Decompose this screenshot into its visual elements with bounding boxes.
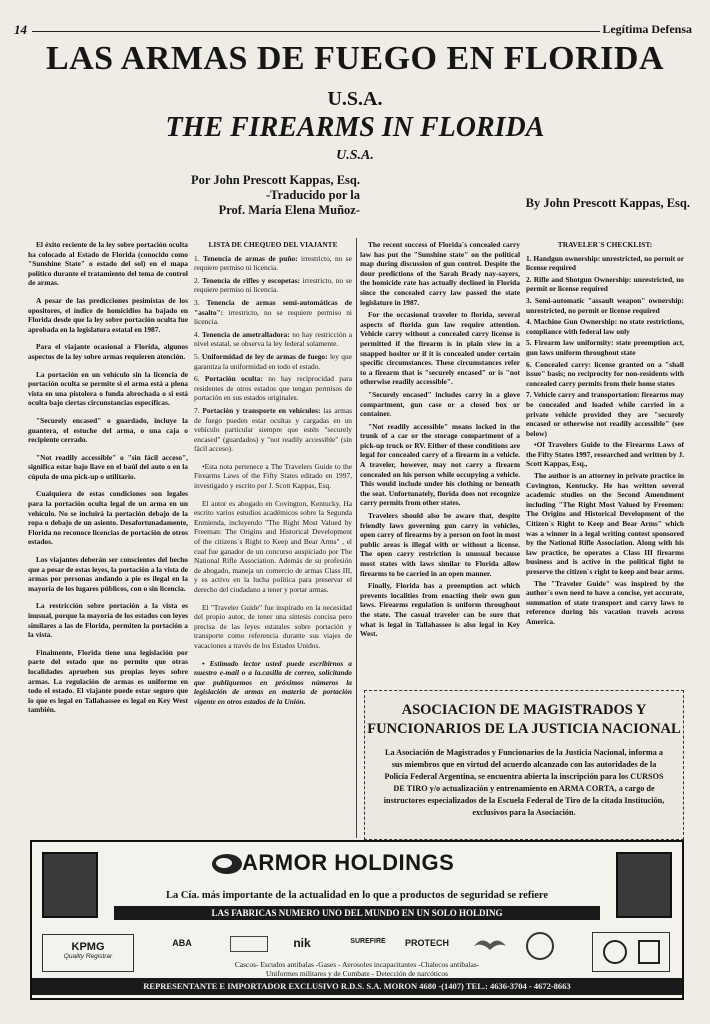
paragraph: For the occasional traveler to florida, several aspects of florida gun law require attention. Vehicle carry without a concealed carry license is permitted if the firearm is in plain view in a snapped hoslter or if it is concealed under certain specific circumstances. These circumstances refer to a firearm that is "securely encased" or is "not otherwise readily accessible". xyxy=(360,310,520,387)
paragraph: La restricción sobre portación a la vista es inusual, porque la mayoría de los estados con leyes similares a las de Florida, permiten la portación a la vista. xyxy=(28,601,188,640)
byline-english: By John Prescott Kappas, Esq. xyxy=(525,196,690,210)
checklist-item: 3. Tenencia de armas semi-automáticas de "asalto": irrestricto, no se requiere permiso ni licencia. xyxy=(194,297,352,327)
association-notice-box xyxy=(364,690,684,840)
ad-banner: LAS FABRICAS NUMERO UNO DEL MUNDO EN UN SOLO HOLDING xyxy=(114,906,600,920)
header-rule xyxy=(32,31,600,32)
byline-spanish xyxy=(160,173,360,218)
officer-photo-right xyxy=(616,852,672,918)
page-number: 14 xyxy=(14,22,27,37)
paragraph: "Securely encased" o guardado, incluye la guantera, el estuche del arma, o una caja o recipiente cerrado. xyxy=(28,415,188,445)
ad-products-line: Cascos- Escudos antibalas -Gases - Aerosoles incapacitantes -Chalecos antibalas- xyxy=(234,960,480,969)
author-bio: The author is an attorney in private practice in Covington, Kentucky. He has written several academic studies on the Second Amendment including "The Right Most Valued by Freemen: The Origins and Historical Development of the Citizen´s Right to Keep and Bear Arms" which was a winner in a legal writing contest sponsored by the National Rifle Association. Along with his law practice, he operates a Class III firearms business and is active in the political fight to preserve the citizen´s right to keep and bear arms. xyxy=(526,471,684,576)
checklist-item: 2. Rifle and Shotgun Ownership: unrestricted, no permit or license required xyxy=(526,274,684,294)
guide-note: El "Traveler Guide" fue inspirado en la necesidad del propio autor, de tener una síntesis concisa pero precisa de las leyes estatales sobre portación y transporte como referencia durante sus viajes de vacaciones a través de los Estados Unidos. xyxy=(194,602,352,650)
paragraph: Finally, Florida has a preemption act which prevents localities from enacting their own gun laws. Firearms regulation is uniform throughout the state. The casual traveler can be sure that what is legal in Tallahassee is also legal in Key West. xyxy=(360,581,520,639)
paragraph: The recent success of Florida´s concealed carry law has put the "Sunshine state" on the political map during discussion of gun control. Despite the dour predictions of the Sarah Brady nay-sayers, the homicide rate has actually declined in Florida since the concealed carry law passed the state legislature in 1987. xyxy=(360,240,520,307)
checklist-item: 7. Vehicle carry and transportation: firearms may be concealed and loaded while carried in a private vehicle provided they are "securely encased or otherwise not readily accessible" (see below) xyxy=(526,390,684,438)
checklist-item: 3. Semi-automatic "assault weapon" ownership: unrestricted, no permit or license required xyxy=(526,295,684,315)
paragraph: Travelers should also be aware that, despite friendly laws governing gun carry in vehicles, open carry of firearms by a person on foot in most public areas is illegal with or without a license. The open carry restriction is unusual because most states with laws similar to Florida allow firearms to be carried in an open manner. xyxy=(360,511,520,578)
subtitle-es: U.S.A. xyxy=(327,88,383,110)
paragraph: Los viajantes deberán ser conscientes del hecho que a pesar de estas leyes, la portación a la vista de armas por personas andando a pie es ilegal en la mayoría de los lugares públicos, con o sin licencia. xyxy=(28,555,188,593)
article-column-2 xyxy=(194,240,352,840)
eagle-emblem-icon xyxy=(472,934,508,954)
ad-footer-contact: REPRESENTANTE E IMPORTADOR EXCLUSIVO R.D.S. S.A. MORON 4680 -(1407) TEL.: 4636-3704 - 4672-8663 xyxy=(32,978,682,995)
checklist-item: 1. Tenencia de armas de puño: irrestricto, no se requiere permiso ni licencia. xyxy=(194,253,352,273)
checklist-heading: TRAVELER´S CHECKLIST: xyxy=(557,240,653,249)
paragraph: "Not readily accessible" means locked in the trunk of a car or the storage compartment of a pick-up truck or RV. Either of these conditions are legal for concealed carry of a firearm in a vehicle. A traveler, however, may not carry a firearm concealed on his person while occupying a vehicle. This would include under his clothing or beneath the seat. Unfortunately, florida does not recognize carry permits from other states. xyxy=(360,421,520,508)
paragraph: Finalmente, Florida tiene una legislación por parte del estado que no permite que otras localidades aprueben sus propias leyes sobre armas. La regulación de armas es uniforme en todo el estado. El viajante puede estar seguro que lo que es legal en Tallahassee es legal en Key West también. xyxy=(28,647,188,715)
paragraph: Cualquiera de estas condiciones son legales para la portación oculta legal de un arma en un vehículo. No se incluirá la portación debajo de la ropa o debajo de un asiento. Desafortunadamente, Florida no reconoce licencias de portación de otros estados. xyxy=(28,489,188,547)
ad-tagline: La Cía. más importante de la actualidad en lo que a productos de seguridad se refiere xyxy=(165,890,549,901)
paragraph: La portación en un vehículo sin la licencia de portación oculta se permite si el arma está a plena vista en una pistolera o funda abrochada o si está oculta bajo ciertas circunstancias específicas. xyxy=(28,369,188,408)
byline-line: Por John Prescott Kappas, Esq. xyxy=(190,173,360,187)
source-note: •Esta nota pertenece a The Travelers Guide to the Firearms Laws of the Fifty States editado en 1997, investigado y escrito por J. Scott Kappas, Esq. xyxy=(194,461,352,491)
nik-logo: nik xyxy=(293,936,311,950)
paragraph: "Not readily accessible" o "sin fácil acceso", significa estar bajo llave en el baúl del auto o en la cúpula de una pick-up o utilitario. xyxy=(28,452,188,481)
ad-brand-name: ARMOR HOLDINGS xyxy=(242,850,455,875)
surefire-logo: SUREFIRE xyxy=(350,938,386,945)
globe-logo-icon xyxy=(210,852,244,876)
article-column-3 xyxy=(360,240,520,710)
article-column-1 xyxy=(28,240,188,840)
article-column-4 xyxy=(526,240,684,710)
checklist-item: 6. Concealed carry: license granted on a "shall issue" basis; no reciprocity for non-residents with concealed carry permits from their home states xyxy=(526,359,684,388)
author-bio: El autor es abogado en Covington, Kentucky. Ha escrito varios estudios académicos sobre la Segunda Enmienda, incluyendo "The Right Most Valued by Freeman: The Origins and Historical Development of the citizens´s Right to Keep and Bear Arms" , el cual fue ganador de un concurso auspiciado por The National Rifle Association. Además de su profesión de abogado, maneja un comercio de armas Class III, y es activo en la lucha política para preservar el derecho del ciudadano a tener y portar armas. xyxy=(194,498,352,594)
checklist-item: 2. Tenencia de rifles y escopetas: irrestricto, no se requiere permiso ni licencia. xyxy=(194,275,352,295)
checklist-item: 7. Portación y transporte en vehículos: las armas de fuego pueden estar ocultas y cargadas en un vehículo particular siempre que estén "securely encased" (guardados) y "not readily accessible" (sin fácil acceso). xyxy=(194,405,352,454)
armor-holdings-advertisement xyxy=(30,840,684,1000)
association-title: ASOCIACION DE MAGISTRADOS Y FUNCIONARIOS DE LA JUSTICIA NACIONAL xyxy=(367,702,681,737)
paragraph: El éxito reciente de la ley sobre portación oculta ha colocado al Estado de Florida (conocido como "Sunshine State" o estado del sol) en el mapa político durante el tratamiento del tema de control de armas. xyxy=(28,240,188,288)
byline-line: Prof. María Elena Muñoz- xyxy=(218,203,360,217)
column-divider xyxy=(356,238,357,838)
ad-products-line: Uniformes militares y de Combate - Detección de narcóticos xyxy=(265,969,449,978)
title-en: THE FIREARMS IN FLORIDA xyxy=(165,112,545,143)
checklist-heading: LISTA DE CHEQUEO DEL VIAJANTE xyxy=(208,240,338,249)
source-note: •Of Travelers Guide to the Firearms Laws of the Fifty States 1997, researched and written by J. Scott Kappas, Esq., xyxy=(526,440,684,469)
reader-note: • Estimado lector usted puede escribirnos a nuestro e-mail o a la.casilla de correo, solicitando que publiquemos en próximos números la legislación de armas en materia de portación vigente en otros estados de la Unión. xyxy=(194,658,352,706)
ad-products xyxy=(32,960,682,978)
byline-line: -Traducido por la xyxy=(266,188,360,202)
police-photo-left xyxy=(42,852,98,918)
aba-logo: ABA xyxy=(172,938,192,948)
kpmg-logo: KPMG xyxy=(71,941,105,953)
checklist-item: 4. Tenencia de ametralladora: no hay restricción a nivel estatal, se observa la ley federal solamente. xyxy=(194,329,352,349)
paragraph: "Securely encased" includes carry in a glove compartment, gun case or a closed box or container. xyxy=(360,389,520,419)
company-logo-icon xyxy=(230,936,268,952)
checklist-item: 6. Portación oculta: no hay reciprocidad para residentes de otros estados que tengan permisos de portación en sus estados originales. xyxy=(194,374,352,403)
checklist-item: 5. Firearm law uniformity: state preemption act, gun laws uniform throughout state xyxy=(526,338,684,357)
paragraph: Para el viajante ocasional a Florida, algunos aspectos de la ley sobre armas requieren atención. xyxy=(28,342,188,361)
main-title: LAS ARMAS DE FUEGO EN FLORIDA xyxy=(45,40,665,77)
publication-name: Legítima Defensa xyxy=(602,22,692,36)
kpmg-caption: Quality Registrar xyxy=(63,953,113,960)
paragraph: A pesar de las predicciones pesimistas de los opositores, el índice de homicidios ha bajado en Florida desde que la ley sobre portación oculta fue aprobada en la legislatura estatal en 1987. xyxy=(28,295,188,334)
subtitle-en: U.S.A. xyxy=(336,148,374,163)
association-body: La Asociación de Magistrados y Funcionarios de la Justicia Nacional, informa a sus miembros que en virtud del acuerdo alcanzado con las autoridades de la Policía Federal Argentina, se encuentra abierta la inscripción para los CURSOS DE TIRO y/o actualización y entrenamiento en ARMA CORTA, a cargo de instructores especializados de la Escuela Federal de Tiro de la citada Institución, exclusivos para la Asociación. xyxy=(383,748,665,817)
checklist-item: 5. Uniformidad de ley de armas de fuego: ley que garantiza la uniformidad en todo el estado. xyxy=(194,351,352,371)
guide-note: The "Traveler Guide" was inspired by the author´s own need to have a concise, yet accurate, summation of state transport and carry laws to reference during his vacation travels across America. xyxy=(526,578,684,626)
checklist-item: 4. Machine Gun Ownership: no state restrictions, compliance with federal law only xyxy=(526,317,684,336)
checklist-item: 1. Handgun ownership: unrestricted, no permit or license required xyxy=(526,253,684,273)
seal-emblem-icon xyxy=(526,932,554,960)
protech-logo: PROTECH xyxy=(404,938,449,948)
